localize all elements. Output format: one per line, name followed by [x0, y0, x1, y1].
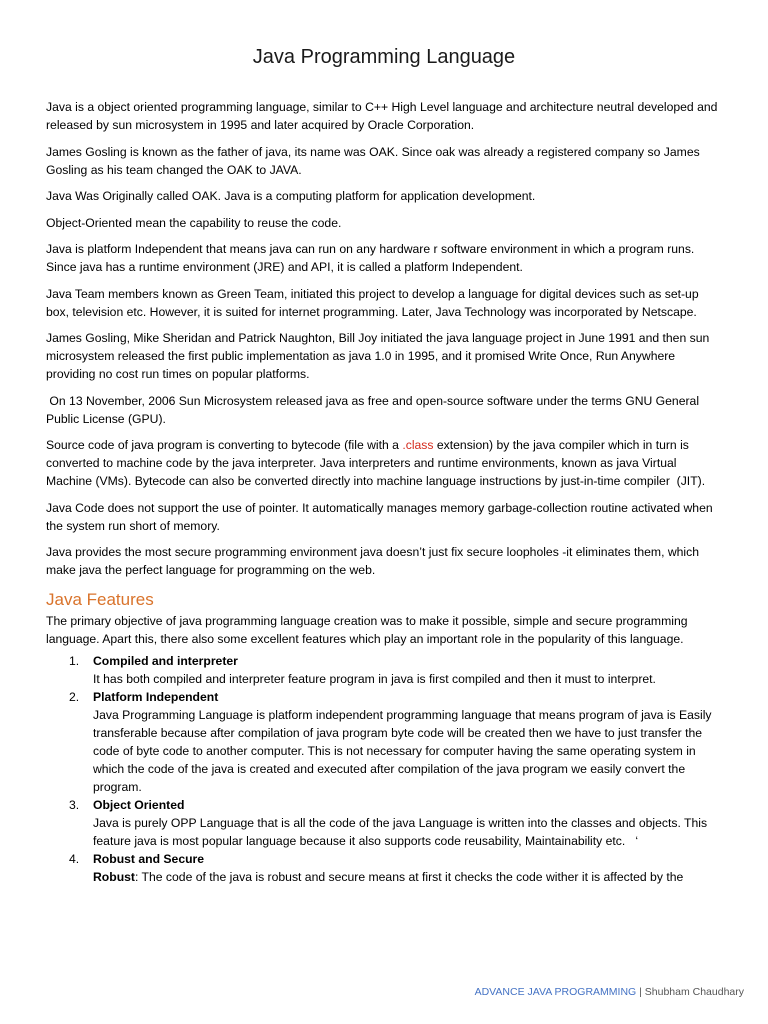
- footer-separator: |: [636, 986, 645, 998]
- feature-text: : The code of the java is robust and secure means at first it checks the code wither it is affected by the: [134, 870, 684, 884]
- paragraph: Java Code does not support the use of pointer. It automatically manages memory garbage-collection routine activated when the system run short of memory.: [46, 500, 713, 533]
- feature-text: Java Programming Language is platform independent programming language that means program of java is Easily transferable because after compilation of java program byte code will be created then we have to just transfer the code of byte code to another computer. This is not necessary for computer having the same operating system in which the code of the java is created and executed after compilation of the java program we easily convert the program.: [93, 708, 712, 794]
- paragraph: Java is a object oriented programming language, similar to C++ High Level language and architecture neutral developed and released by sun microsystem in 1995 and later acquired by Oracle Corporation.: [46, 100, 718, 132]
- paragraph: Object-Oriented mean the capability to reuse the code.: [46, 215, 342, 230]
- features-heading: Java Features: [46, 590, 154, 609]
- paragraph: Java Team members known as Green Team, initiated this project to develop a language for digital devices such as set-up box, television etc. However, it is suited for internet programming. Later, Java Technology was incorporated by Netscape.: [46, 286, 699, 319]
- feature-title: Object Oriented: [93, 798, 185, 812]
- robust-label: Robust: [93, 870, 135, 884]
- feature-title: Compiled and interpreter: [93, 654, 238, 668]
- list-item: [46, 796, 722, 850]
- list-item: [46, 850, 722, 886]
- document-body: [46, 98, 722, 886]
- list-number: 3.: [69, 798, 80, 812]
- page-footer: [475, 986, 744, 998]
- footer-author: Shubham Chaudhary: [644, 986, 744, 998]
- paragraph: Java provides the most secure programming environment java doesn’t just fix secure loopholes -it eliminates them, which make java the perfect language for programming on the web.: [46, 545, 700, 577]
- paragraph: Java is platform Independent that means java can run on any hardware r software environment in which a program runs. Since java has a runtime environment (JRE) and API, it is called a platform Independent.: [46, 242, 695, 274]
- list-number: 4.: [69, 852, 80, 866]
- paragraph: On 13 November, 2006 Sun Microsystem released java as free and open-source software under the terms GNU General Public License (GPU).: [46, 393, 703, 426]
- class-extension-highlight: .class: [402, 438, 434, 452]
- paragraph: James Gosling, Mike Sheridan and Patrick Naughton, Bill Joy initiated the java language project in June 1991 and then sun microsystem released the first public implementation as java 1.0 in 1995, and it promised Write Once, Run Anywhere providing no cost run times on popular platforms.: [46, 331, 710, 381]
- page-title: Java Programming Language: [252, 46, 516, 68]
- feature-text-row: [93, 868, 722, 886]
- list-item: [46, 652, 722, 688]
- features-list: [46, 652, 722, 886]
- feature-text: Java is purely OPP Language that is all the code of the java Language is written into the classes and objects. This feature java is most popular language because it also supports code reusability, Maintainability etc. ‘: [93, 816, 711, 848]
- feature-text: It has both compiled and interpreter feature program in java is first compiled and then it must to interpret.: [93, 672, 656, 686]
- paragraph-text: extension) by the java compiler which in turn is converted to machine code by the java interpreter. Java interpreters and runtime environments, known as java Virtual Machine (VMs). Bytecode can also be converted directly into machine language instructions by just-in-time compiler (JIT).: [46, 438, 706, 488]
- paragraph: James Gosling is known as the father of java, its name was OAK. Since oak was already a registered company so James Gosling as his team changed the OAK to JAVA.: [46, 144, 700, 177]
- footer-course: ADVANCE JAVA PROGRAMMING: [474, 986, 637, 998]
- feature-title: Robust and Secure: [93, 852, 205, 866]
- feature-title: Platform Independent: [93, 690, 219, 704]
- list-number: 1.: [69, 654, 80, 668]
- list-number: 2.: [69, 690, 80, 704]
- list-item: [46, 688, 722, 796]
- paragraph-text: Source code of java program is converting to bytecode (file with a: [46, 438, 403, 452]
- source-code-paragraph: [46, 436, 722, 490]
- features-intro: The primary objective of java programming language creation was to make it possible, simple and secure programming language. Apart this, there also some excellent features which play an important role in the popularity of this language.: [46, 614, 688, 646]
- paragraph: Java Was Originally called OAK. Java is a computing platform for application development.: [46, 189, 536, 203]
